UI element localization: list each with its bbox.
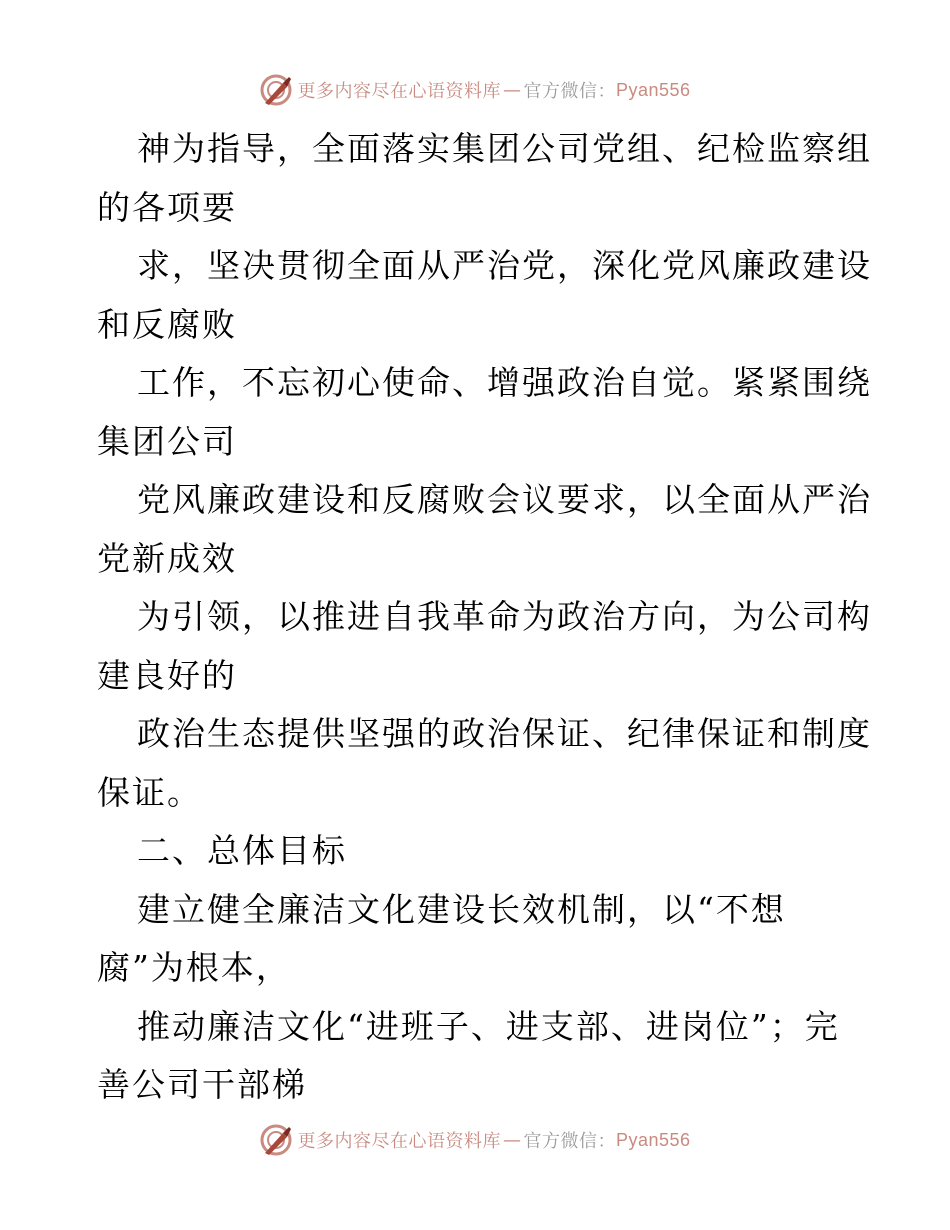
- body-line: 建良好的: [97, 655, 237, 695]
- watermark-dash: —: [502, 79, 522, 101]
- footer-watermark: [0, 1120, 950, 1160]
- header-watermark: [0, 70, 950, 110]
- pen-logo-icon: [259, 1123, 293, 1157]
- body-line: 的各项要: [97, 187, 237, 227]
- body-line: 工作，不忘初心使命、增强政治自觉。紧紧围绕: [137, 363, 872, 402]
- watermark-label: 官方微信：: [523, 81, 616, 102]
- body-line: 为引领，以推进自我革命为政治方向，为公司构: [137, 597, 872, 636]
- body-line: 腐”为根本，: [97, 948, 291, 987]
- body-line: 推动廉洁文化“进班子、进支部、进岗位”；完: [137, 1006, 840, 1046]
- watermark-id: Pyan556: [615, 1129, 691, 1150]
- body-line: 政治生态提供坚强的政治保证、纪律保证和制度: [137, 714, 872, 753]
- watermark-site-text: 更多内容尽在心语资料库: [297, 1131, 501, 1152]
- pen-logo-icon: [259, 73, 293, 107]
- section-heading: 二、总体目标: [137, 831, 347, 870]
- watermark-id: Pyan556: [615, 79, 691, 100]
- body-line: 和反腐败: [97, 304, 237, 344]
- body-line: 党新成效: [97, 538, 237, 578]
- document-body: [97, 120, 872, 1115]
- body-line: 善公司干部梯: [97, 1065, 307, 1104]
- body-line: 建立健全廉洁文化建设长效机制，以“不想: [137, 889, 786, 929]
- body-line: 党风廉政建设和反腐败会议要求，以全面从严治: [137, 480, 872, 519]
- body-line: 集团公司: [97, 421, 237, 461]
- watermark-label: 官方微信：: [523, 1131, 616, 1152]
- watermark-site-text: 更多内容尽在心语资料库: [297, 81, 501, 102]
- body-line: 求，坚决贯彻全面从严治党，深化党风廉政建设: [137, 246, 872, 285]
- body-line: 保证。: [97, 772, 202, 812]
- watermark-dash: —: [502, 1129, 522, 1151]
- body-line: 神为指导，全面落实集团公司党组、纪检监察组: [137, 129, 872, 168]
